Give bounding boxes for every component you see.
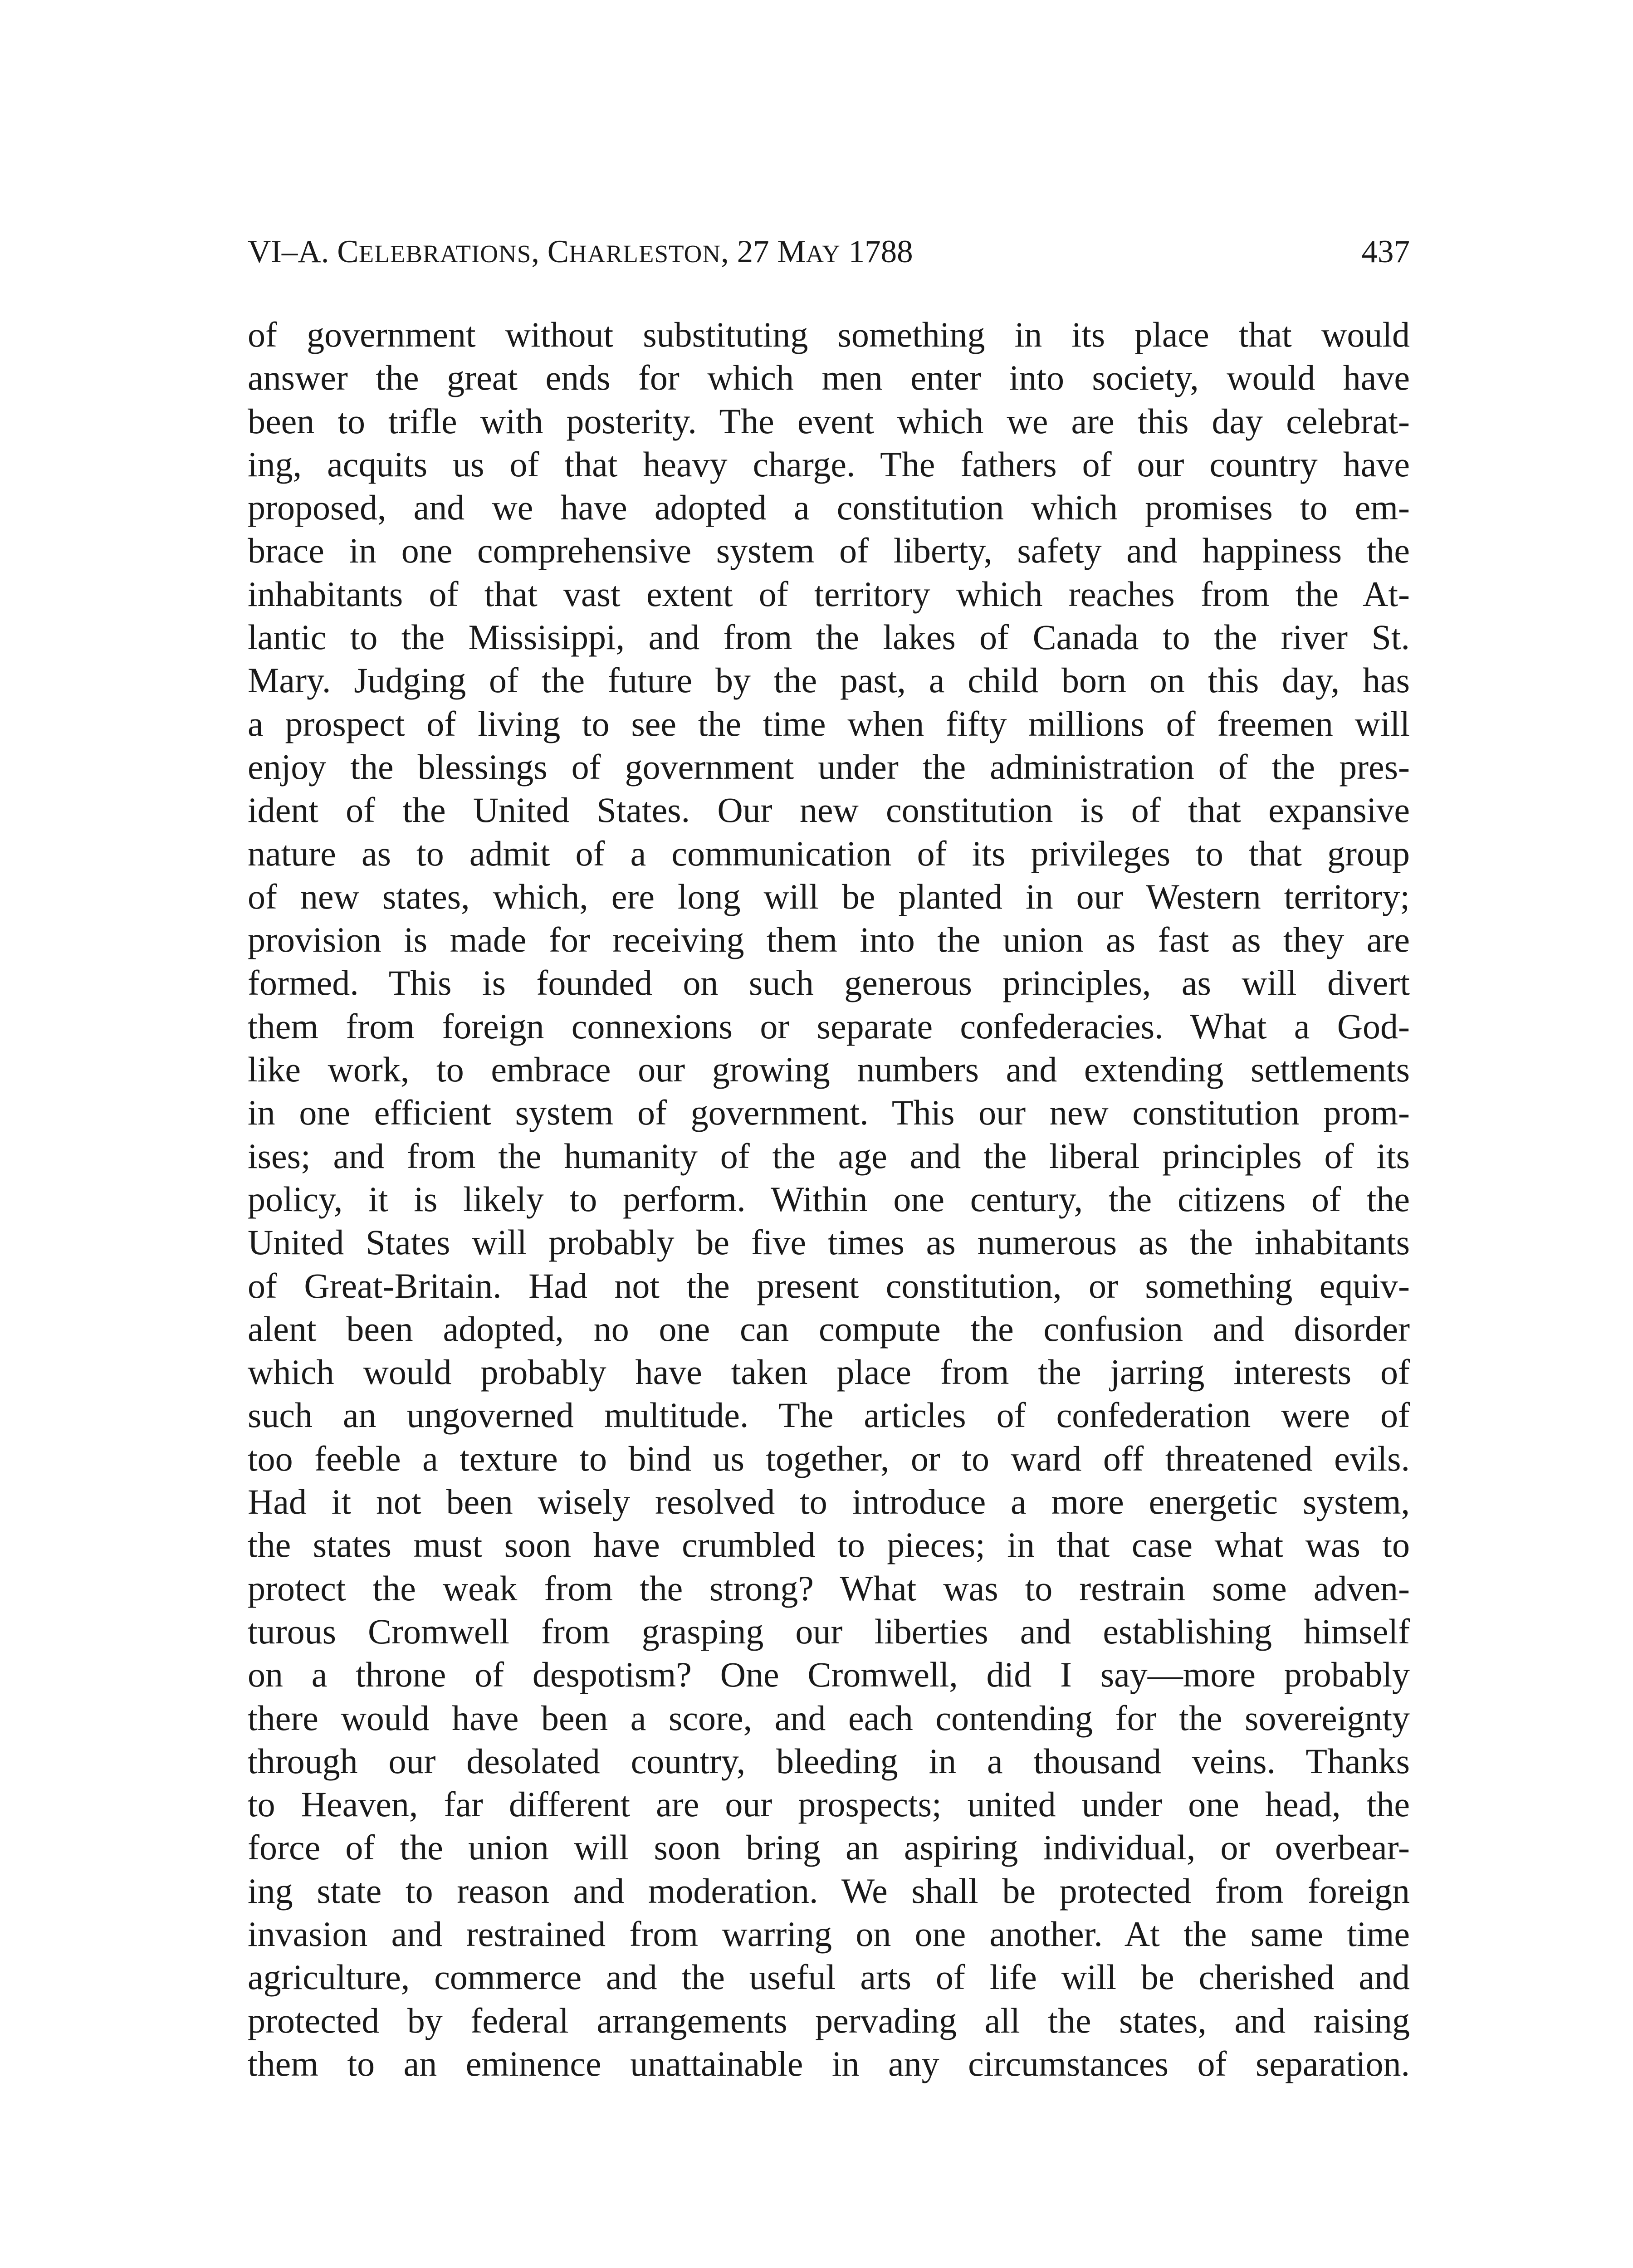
text-line: Had it not been wisely resolved to introduce a more energetic system, (248, 1482, 1410, 1522)
body-text (248, 313, 1410, 2085)
running-head-title-part: 1788 (840, 234, 913, 269)
text-line: Mary. Judging of the future by the past, a child born on this day, has (248, 660, 1410, 700)
text-line: ing, acquits us of that heavy charge. The fathers of our country have (248, 444, 1410, 484)
text-line: ing state to reason and moderation. We shall be protected from foreign (248, 1871, 1410, 1911)
text-line: them to an eminence unattainable in any circumstances of separation. (248, 2043, 1410, 2083)
text-line: force of the union will soon bring an aspiring individual, or overbear- (248, 1828, 1410, 1867)
text-line: the states must soon have crumbled to pieces; in that case what was to (248, 1525, 1410, 1565)
running-head-title-part: , 27 M (721, 234, 806, 269)
page-number: 437 (1361, 234, 1410, 269)
text-line: of government without substituting something in its place that would (248, 315, 1410, 354)
text-line: been to trifle with posterity. The event which we are this day celebrat- (248, 401, 1410, 441)
text-line: such an ungoverned multitude. The articles of confederation were of (248, 1395, 1410, 1435)
text-line: formed. This is founded on such generous principles, as will divert (248, 963, 1410, 1003)
text-line: enjoy the blessings of government under the administration of the pres- (248, 747, 1410, 787)
text-line: provision is made for receiving them into the union as fast as they are (248, 920, 1410, 960)
text-line: proposed, and we have adopted a constitution which promises to em- (248, 488, 1410, 528)
text-line: in one efficient system of government. This our new constitution prom- (248, 1093, 1410, 1133)
running-head-title (248, 227, 913, 279)
text-line: protected by federal arrangements pervading all the states, and raising (248, 2000, 1410, 2040)
text-line: through our desolated country, bleeding in a thousand veins. Thanks (248, 1741, 1410, 1781)
text-line: nature as to admit of a communication of its privileges to that group (248, 833, 1410, 873)
text-line: ident of the United States. Our new constitution is of that expansive (248, 790, 1410, 830)
text-line: ises; and from the humanity of the age and the liberal principles of its (248, 1136, 1410, 1176)
text-line: turous Cromwell from grasping our liberties and establishing himself (248, 1611, 1410, 1651)
section-label: VI–A. (248, 234, 329, 269)
text-line: there would have been a score, and each contending for the sovereignty (248, 1698, 1410, 1738)
running-head-title-part: HARLESTON (569, 240, 721, 268)
text-line: them from foreign connexions or separate confederacies. What a God- (248, 1006, 1410, 1046)
text-line: agriculture, commerce and the useful arts of life will be cherished and (248, 1957, 1410, 1997)
text-line: alent been adopted, no one can compute the confusion and disorder (248, 1309, 1410, 1349)
text-line: brace in one comprehensive system of liberty, safety and happiness the (248, 531, 1410, 571)
running-head-title-part: ELEBRATIONS (358, 240, 532, 268)
running-head-title-part: AY (806, 240, 841, 268)
running-head-title-text (329, 234, 913, 269)
text-line: protect the weak from the strong? What was to restrain some adven- (248, 1568, 1410, 1608)
text-line: a prospect of living to see the time when fifty millions of freemen will (248, 704, 1410, 743)
text-line: invasion and restrained from warring on one another. At the same time (248, 1914, 1410, 1954)
running-head-title-part: C (329, 234, 359, 269)
running-head (248, 227, 1410, 277)
text-line: policy, it is likely to perform. Within one century, the citizens of the (248, 1179, 1410, 1219)
text-line: lantic to the Missisippi, and from the lakes of Canada to the river St. (248, 617, 1410, 657)
text-line: too feeble a texture to bind us together, or to ward off threatened evils. (248, 1438, 1410, 1478)
text-line: inhabitants of that vast extent of territory which reaches from the At- (248, 574, 1410, 614)
running-head-title-part: , C (531, 234, 569, 269)
text-line: which would probably have taken place from the jarring interests of (248, 1352, 1410, 1392)
text-line: on a throne of despotism? One Cromwell, did I say—more probably (248, 1655, 1410, 1695)
text-line: to Heaven, far different are our prospects; united under one head, the (248, 1784, 1410, 1824)
text-line: answer the great ends for which men enter into society, would have (248, 358, 1410, 398)
text-line: United States will probably be five times as numerous as the inhabitants (248, 1222, 1410, 1262)
text-line: like work, to embrace our growing numbers and extending settlements (248, 1050, 1410, 1090)
text-line: of Great-Britain. Had not the present constitution, or something equiv- (248, 1266, 1410, 1305)
text-line: of new states, which, ere long will be planted in our Western territory; (248, 876, 1410, 916)
